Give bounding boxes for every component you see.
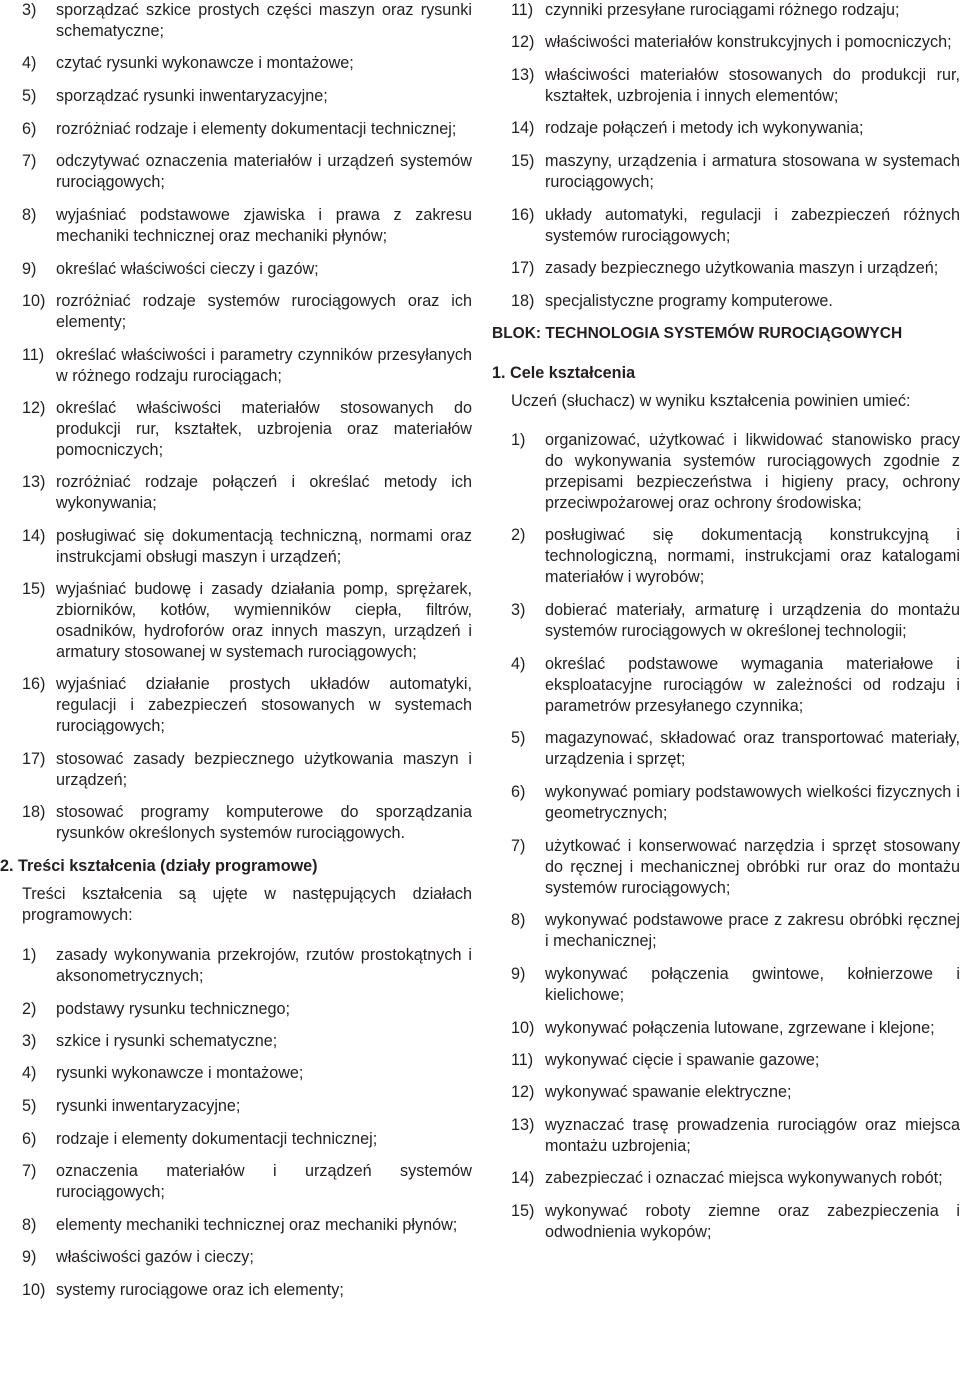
section-2-title: 2. Treści kształcenia (działy programowe) bbox=[0, 857, 318, 875]
list-item: 16) wyjaśniać działanie prostych układów automatyki, regulacji i zabezpieczeń stosowanych w systemach rurociągowych; bbox=[22, 675, 472, 735]
list-item: 6) rodzaje i elementy dokumentacji technicznej; bbox=[22, 1130, 378, 1148]
left-column bbox=[0, 0, 472, 1301]
list-item: 3) szkice i rysunki schematyczne; bbox=[22, 1032, 278, 1050]
program-contents-list-continued bbox=[511, 0, 960, 312]
section-2-intro: Treści kształcenia są ujęte w następujących działach programowych: bbox=[22, 885, 472, 924]
list-item: 17) zasady bezpiecznego użytkowania maszyn i urządzeń; bbox=[511, 259, 939, 277]
list-item: 5) rysunki inwentaryzacyjne; bbox=[22, 1097, 241, 1115]
goals-intro: Uczeń (słuchacz) w wyniku kształcenia powinien umieć: bbox=[511, 392, 911, 410]
list-item: 13) rozróżniać rodzaje połączeń i określać metody ich wykonywania; bbox=[22, 473, 472, 512]
list-item: 13) właściwości materiałów stosowanych do produkcji rur, kształtek, uzbrojenia i innych elementów; bbox=[511, 66, 960, 105]
list-item: 16) układy automatyki, regulacji i zabezpieczeń różnych systemów rurociągowych; bbox=[511, 206, 960, 245]
list-item: 1) zasady wykonywania przekrojów, rzutów prostokątnych i aksonometrycznych; bbox=[22, 946, 472, 985]
list-item: 9) wykonywać połączenia gwintowe, kołnierzowe i kielichowe; bbox=[511, 965, 960, 1004]
list-item: 9) określać właściwości cieczy i gazów; bbox=[22, 260, 319, 278]
list-item: 5) magazynować, składować oraz transportować materiały, urządzenia i sprzęt; bbox=[511, 729, 960, 768]
program-contents-list bbox=[22, 945, 472, 1301]
list-item: 11) określać właściwości i parametry czynników przesyłanych w różnego rodzaju rurociągach; bbox=[22, 346, 472, 385]
list-item: 11) czynniki przesyłane rurociągami różnego rodzaju; bbox=[511, 1, 900, 19]
list-item: 5) sporządzać rysunki inwentaryzacyjne; bbox=[22, 87, 328, 105]
list-item: 7) użytkować i konserwować narzędzia i sprzęt stosowany do ręcznej i mechanicznej obróbki rur oraz do montażu systemów rurociągowych; bbox=[511, 837, 960, 897]
list-item: 14) rodzaje połączeń i metody ich wykonywania; bbox=[511, 119, 864, 137]
list-item: 6) wykonywać pomiary podstawowych wielkości fizycznych i geometrycznych; bbox=[511, 783, 960, 822]
list-item: 10) wykonywać połączenia lutowane, zgrzewane i klejone; bbox=[511, 1019, 935, 1037]
list-item: 4) rysunki wykonawcze i montażowe; bbox=[22, 1064, 304, 1082]
list-item: 10) systemy rurociągowe oraz ich elementy; bbox=[22, 1281, 344, 1299]
list-item: 6) rozróżniać rodzaje i elementy dokumentacji technicznej; bbox=[22, 120, 457, 138]
list-item: 18) specjalistyczne programy komputerowe. bbox=[511, 292, 833, 310]
list-item: 13) wyznaczać trasę prowadzenia rurociągów oraz miejsca montażu uzbrojenia; bbox=[511, 1116, 960, 1155]
list-item: 4) określać podstawowe wymagania materiałowe i eksploatacyjne rurociągów w zależności od rodzaju i parametrów przesyłanego czynnika; bbox=[511, 655, 960, 715]
list-item: 9) właściwości gazów i cieczy; bbox=[22, 1248, 254, 1266]
list-item: 8) wyjaśniać podstawowe zjawiska i prawa z zakresu mechaniki technicznej oraz mechaniki płynów; bbox=[22, 206, 472, 245]
list-item: 10) rozróżniać rodzaje systemów rurociągowych oraz ich elementy; bbox=[22, 292, 472, 331]
list-item: 11) wykonywać cięcie i spawanie gazowe; bbox=[511, 1051, 820, 1069]
list-item: 1) organizować, użytkować i likwidować stanowisko pracy do wykonywania systemów rurociągowych zgodnie z przepisami bezpieczeństwa i higieny pracy, ochrony przeciwpożarowej oraz ochrony środowiska; bbox=[511, 431, 960, 512]
goals-title: 1. Cele kształcenia bbox=[492, 364, 636, 382]
block-title: BLOK: TECHNOLOGIA SYSTEMÓW RUROCIĄGOWYCH bbox=[492, 325, 903, 342]
list-item: 17) stosować zasady bezpiecznego użytkowania maszyn i urządzeń; bbox=[22, 750, 472, 789]
list-item: 15) wyjaśniać budowę i zasady działania pomp, sprężarek, zbiorników, kotłów, wymienników ciepła, filtrów, osadników, hydroforów oraz innych maszyn, urządzeń i armatury stosowanej w systemach rurociągowych; bbox=[22, 580, 472, 661]
list-item: 3) dobierać materiały, armaturę i urządzenia do montażu systemów rurociągowych w określonej technologii; bbox=[511, 601, 960, 640]
list-item: 15) wykonywać roboty ziemne oraz zabezpieczenia i odwodnienia wykopów; bbox=[511, 1202, 960, 1241]
list-item: 2) posługiwać się dokumentacją konstrukcyjną i technologiczną, normami, instrukcjami oraz katalogami materiałów i wyrobów; bbox=[511, 526, 960, 586]
list-item: 14) zabezpieczać i oznaczać miejsca wykonywanych robót; bbox=[511, 1169, 943, 1187]
right-column bbox=[492, 0, 960, 1243]
list-item: 14) posługiwać się dokumentacją techniczną, normami oraz instrukcjami obsługi maszyn i urządzeń; bbox=[22, 527, 472, 566]
list-item: 2) podstawy rysunku technicznego; bbox=[22, 1000, 290, 1018]
list-item: 8) elementy mechaniki technicznej oraz mechaniki płynów; bbox=[22, 1216, 458, 1234]
list-item: 3) sporządzać szkice prostych części maszyn oraz rysunki schematyczne; bbox=[22, 1, 472, 40]
list-item: 12) właściwości materiałów konstrukcyjnych i pomocniczych; bbox=[511, 33, 952, 51]
list-item: 12) wykonywać spawanie elektryczne; bbox=[511, 1083, 792, 1101]
list-item: 8) wykonywać podstawowe prace z zakresu obróbki ręcznej i mechanicznej; bbox=[511, 911, 960, 950]
list-item: 4) czytać rysunki wykonawcze i montażowe; bbox=[22, 54, 354, 72]
list-item: 15) maszyny, urządzenia i armatura stosowana w systemach rurociągowych; bbox=[511, 152, 960, 191]
list-item: 7) oznaczenia materiałów i urządzeń systemów rurociągowych; bbox=[22, 1162, 472, 1201]
goals-list bbox=[511, 430, 960, 1243]
list-item: 12) określać właściwości materiałów stosowanych do produkcji rur, kształtek, uzbrojenia oraz materiałów pomocniczych; bbox=[22, 399, 472, 459]
list-item: 18) stosować programy komputerowe do sporządzania rysunków określonych systemów rurociągowych. bbox=[22, 803, 472, 842]
list-item: 7) odczytywać oznaczenia materiałów i urządzeń systemów rurociągowych; bbox=[22, 152, 472, 191]
objectives-list-continued bbox=[22, 0, 472, 844]
